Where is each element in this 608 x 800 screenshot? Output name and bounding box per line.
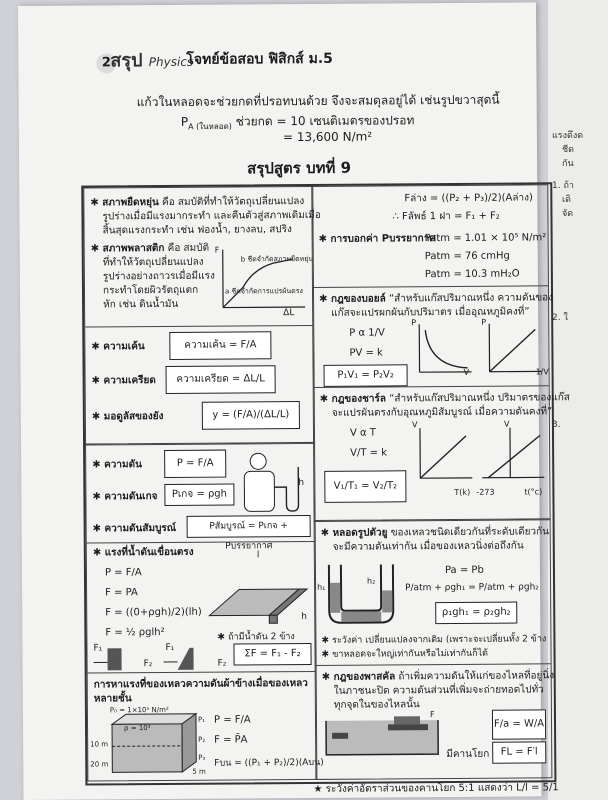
plastic-text: กระทำโดยผิวรัตถุแตก — [102, 284, 199, 297]
f-bottom-formula: Fล่าง = ((P₂ + P₃)/2)(Aล่าง) — [404, 192, 533, 205]
pascal-text: ทุกจุดในของไหลนั้น — [333, 699, 420, 711]
gauge-formula: Pเกจ = ρgh — [164, 484, 234, 506]
elastic-text: รูปร่างเมื่อมีแรงมากระทำ และคืนตัวสู่สภาพเดิมเมื่อ — [102, 209, 321, 223]
boyle-axis-v: V — [463, 367, 470, 377]
utube-note-2: ✱ ขาหลอดจะใหญ่เท่ากันหรือไม่เท่ากันก็ได้ — [321, 648, 489, 660]
charles-graphs — [412, 421, 548, 488]
dam-eq-2: F = PA — [105, 587, 138, 599]
logo-main: สรุป — [110, 50, 143, 72]
dam-note-text: ถ้ามีน้ำดัน 2 ข้าง — [228, 632, 295, 643]
dam-figure — [199, 553, 312, 628]
utube-figure — [323, 560, 403, 627]
section-title: สรุปสูตร บทที่ 9 — [247, 158, 352, 178]
utube-eq-2: P/atm + ρgh₁ = P/atm + ρgh₂ — [405, 582, 539, 594]
atm-label: ✱ การบอกค่า Pบรรยากาศ — [318, 233, 436, 245]
dam-label-text: แรงที่น้ำดันเขื่อนตรง — [104, 546, 194, 559]
layers-eq-2: F = P̄A — [214, 734, 248, 746]
lever-ratio-note: ★ ระวังค่าอัตราส่วนของคานโยก 5:1 แสดงว่า L/l = 5/1 — [313, 782, 559, 795]
pascal-head: กฎของพาสคัล — [333, 671, 396, 683]
utube-inner — [341, 564, 381, 610]
utube-text: ของเหลวชนิดเดียวกันที่ระดับเดียวกัน — [390, 526, 550, 539]
force-f2-left: F₂ — [143, 659, 153, 670]
dam-l: l — [256, 550, 260, 561]
charles-axis-273: -273 — [476, 487, 495, 497]
graph-axis-y: F — [214, 245, 220, 255]
charles-law: ✱ กฎของชาร์ล “สำหรับแก๊สปริมาณหนึ่ง ปริมาตรของแก๊ส — [319, 392, 570, 405]
manometer-h: h — [298, 478, 305, 489]
elastic-text: สิ้นสุดแรงกระทำ เช่น ฟองน้ำ, ยางลบ, สปริง — [102, 224, 292, 237]
pa-label: P — [180, 114, 189, 129]
boyle-head: กฎของบอยล์ — [330, 293, 386, 305]
pressure-label-text: ความดัน — [104, 459, 142, 471]
right-page-text: 3. — [552, 420, 561, 430]
f-resultant-formula: ∴ Fลัพธ์ 1 ฝา = F₁ + F₂ — [392, 210, 500, 223]
elasticity-cell — [83, 186, 321, 446]
small-piston — [332, 733, 348, 739]
plastic-head: สภาพพลาสติก — [102, 242, 165, 255]
plastic-text: คือ สมบัติ — [167, 242, 210, 254]
boyle-axis-inv-v: 1/V — [535, 367, 549, 377]
pascal-text: ในภาชนะปิด ความดันส่วนที่เพิ่มจะถ่ายทอดไปทั่ว — [333, 684, 544, 697]
hydraulic-figure — [322, 714, 446, 761]
charles-proportion: V α T — [349, 427, 376, 439]
pascal-text: ถ้าเพิ่มความดันให้แก่ของไหลที่อยู่นิ่ง — [398, 670, 555, 683]
pa-value: = 13,600 N/m² — [282, 129, 373, 145]
layers-eq-3: Fบน = ((P₁ + P₂)/2)(Aบน) — [214, 757, 324, 769]
boyle-text: “สำหรับแก๊สปริมาณหนึ่ง ความดันของ — [388, 292, 554, 305]
pa-desc: ช่วยกด = 10 เซนติเมตรของปรอท — [235, 113, 415, 129]
charles-axis-v: V — [411, 420, 418, 430]
boyle-axis-p2: P — [481, 317, 487, 327]
gauge-label: ✱ ความดันเกจ — [92, 491, 158, 503]
atm-value-pa: Patm = 1.01 × 10⁵ N/m² — [424, 232, 547, 245]
boyle-linear — [489, 329, 535, 371]
modulus-label: ✱ มอดูลัสของยัง — [91, 410, 164, 423]
graph-label-a: a ชีดจำกัดการแปรผันตรง — [224, 287, 303, 296]
charles-text: “สำหรับแก๊สปริมาณหนึ่ง ปริมาตรของแก๊ส — [389, 392, 570, 405]
modulus-label-text: มอดูลัสของยัง — [103, 410, 164, 423]
graph-axis-x: ΔL — [283, 308, 295, 319]
pressure-formula: P = F/A — [164, 450, 226, 478]
boyle-proportion: P α 1/V — [349, 327, 385, 339]
manometer-tube — [274, 467, 298, 511]
dam-label: ✱ แรงที่น้ำดันเขื่อนตรง — [92, 546, 194, 559]
right-page-text: เดิ — [562, 195, 571, 205]
boyle-text: แก๊สจะแปรผกผันกับปริมาตร เมื่ออุณหภูมิคงที่” — [331, 306, 530, 319]
atm-label-text: การบอกค่า Pบรรยากาศ — [330, 233, 436, 245]
utube-law: ✱ หลอดรูปตัวยู ของเหลวชนิดเดียวกันที่ระดับเดียวกัน — [320, 526, 550, 539]
strain-label-text: ความเครียด — [103, 375, 156, 387]
boyle-hyperbola — [425, 330, 467, 368]
right-page-text: กัน — [562, 159, 574, 169]
page-number: 2 — [96, 53, 116, 73]
abs-label-text: ความดันสัมบูรณ์ — [104, 522, 177, 535]
utube-h2: h₂ — [366, 576, 376, 586]
stress-label: ✱ ความเค้น — [91, 341, 145, 353]
charles-axis-tc: t(°c) — [524, 487, 543, 497]
plastic-text: หัก เช่น ดินน้ำมัน — [103, 298, 179, 311]
pa-sub: A (ในหลอด) — [188, 121, 232, 132]
pascal-f: F — [429, 710, 435, 720]
utube-liquid-bottom — [341, 611, 381, 621]
dam-block-1 — [107, 648, 121, 670]
layers-eq-1: P = F/A — [213, 714, 251, 726]
atm-value-mh2o: Patm = 10.3 mH₂O — [424, 268, 520, 281]
charles-axis-tk: T(k) — [454, 487, 471, 497]
pascal-law: ✱ กฎของพาสคัล ถ้าเพิ่มความดันให้แก่ของไหลที่อยู่นิ่ง — [321, 670, 555, 683]
strain-label: ✱ ความเครียด — [91, 375, 156, 387]
right-page-text: 1. ถ้า — [552, 181, 574, 191]
boyle-graphs — [411, 319, 547, 380]
lever-formula: FL = F′l — [492, 741, 546, 763]
plastic-definition: ✱ สภาพพลาสติก คือ สมบัติ — [90, 242, 210, 255]
plastic-text: ที่ทำให้วัตถุเปลี่ยนแปลง — [102, 256, 204, 269]
two-side-dam — [93, 644, 233, 675]
boyle-formula: P₁V₁ = P₂V₂ — [324, 364, 408, 387]
charles-axis-v2: V — [503, 419, 510, 429]
pascal-lever: มีคานโยก — [446, 748, 490, 761]
boyle-constant: PV = k — [349, 347, 383, 359]
right-page-text: จัด — [562, 209, 574, 219]
right-page-text: 2. ใ — [552, 313, 568, 323]
utube-liquid-left — [330, 583, 340, 613]
book-logo — [110, 45, 193, 75]
charles-formula: V₁/T₁ = V₂/T₂ — [324, 470, 406, 503]
large-piston — [388, 724, 428, 730]
utube-text: จะมีความดันเท่ากัน เมื่อของเหลวนิ่งต่อถึงกัน — [332, 540, 524, 553]
elastic-head: สภาพยืดหยุ่น — [102, 197, 159, 209]
tank-5m: 5 m — [192, 767, 206, 776]
modulus-formula: y = (F/A)/(ΔL/L) — [202, 401, 300, 430]
tank-side — [182, 714, 196, 772]
elastic-text: คือ สมบัติที่ทำให้วัตถุเปลี่ยนแปลง — [161, 196, 305, 208]
strain-formula: ความเครียด = ΔL/L — [166, 365, 276, 394]
utube-note-1: ✱ ระวังค่า เปลี่ยนแปลงจากเดิม (เพราะจะเปลี่ยนทั้ง 2 ข้าง — [321, 634, 547, 646]
dam-note: ✱ ถ้ามีน้ำดัน 2 ข้าง — [217, 632, 295, 643]
dam-wall-front — [269, 615, 277, 623]
utube-liquid-right — [382, 590, 392, 612]
tank-10m: 10 m — [90, 740, 109, 749]
dam-eq-3: F = ((0+ρgh)/2)(lh) — [105, 606, 202, 619]
tank-p3: P₃ — [198, 753, 206, 762]
tank-20m: 20 m — [90, 760, 109, 769]
plastic-text: รูปร่างอย่างถาวรเมื่อมีแรง — [102, 270, 215, 283]
layers-head: การหาแรงที่ของเหลวความดันผ้าข้างเมื่อของเหลว — [93, 677, 308, 691]
page-header-title: โจทย์ข้อสอบ ฟิสิกส์ ม.5 — [186, 50, 333, 68]
charles-celsius-line — [488, 435, 540, 477]
stress-label-text: ความเค้น — [103, 341, 145, 353]
charles-head: กฎของชาร์ล — [331, 393, 387, 405]
dam-block-2 — [177, 648, 193, 670]
pressure-label: ✱ ความดัน — [92, 459, 142, 471]
force-f1: F₁ — [93, 643, 103, 654]
dam-eq-1: P = F/A — [104, 567, 142, 579]
boyle-axis-p: P — [411, 318, 417, 328]
utube-formula: ρ₁gh₁ = ρ₂gh₂ — [435, 602, 517, 625]
charles-text: จะแปรผันตรงกับอุณหภูมิสัมบูรณ์ เมื่อความดันคงที่” — [331, 406, 553, 419]
graph-curve — [223, 259, 293, 307]
atm-value-cmhg: Patm = 76 cmHg — [424, 250, 510, 263]
layers-head-2: หลายชั้น — [93, 693, 132, 705]
utube-h1: h₁ — [317, 582, 326, 592]
dam-h: h — [301, 611, 308, 623]
right-page-text: ชีด — [562, 145, 574, 155]
logo-sub: Physics — [148, 54, 194, 70]
right-page-text: แรงดึงด — [552, 131, 584, 141]
force-f1-right: F₁ — [165, 642, 175, 653]
intro-line: แก้วในหลอดจะช่วยกดที่ปรอทบนด้วย จึงจะสมดุลอยู่ได้ เช่นรูปขวาสุดนี้ — [136, 92, 500, 110]
utube-note-1-text: ระวังค่า เปลี่ยนแปลงจากเดิม (เพราะจะเปลี่ยนทั้ง 2 ข้าง — [332, 634, 547, 646]
abs-formula: Pสัมบูรณ์ = Pเกจ + Pบรรยากาศ — [187, 515, 311, 538]
boyle-law: ✱ กฎของบอยล์ “สำหรับแก๊สปริมาณหนึ่ง ความดันของ — [319, 292, 554, 305]
net-force-formula: ΣF = F₁ - F₂ — [233, 643, 311, 666]
graph-label-b: b ชีดจำกัดสภาพยืดหยุ่น — [240, 254, 314, 264]
force-f2-right: F₂ — [217, 658, 227, 669]
person-head — [250, 453, 266, 469]
person-body — [244, 471, 274, 511]
dam-eq-4: F = ½ ρglh² — [105, 626, 165, 639]
tank-rho: ρ = 10³ — [124, 724, 151, 733]
stress-formula: ความเค้น = F/A — [169, 331, 271, 360]
gauge-label-text: ความดันเกจ — [104, 491, 158, 503]
utube-eq-1: Pa = Pb — [444, 564, 484, 577]
charles-constant: V/T = k — [350, 447, 388, 459]
pascal-formula: F/a = W/A — [492, 709, 546, 739]
utube-head: หลอดรูปตัวยู — [332, 527, 388, 539]
tank-p1: P₁ — [197, 715, 206, 724]
charles-linear — [420, 436, 466, 478]
fluid-cell — [314, 518, 553, 780]
car-load — [394, 716, 420, 724]
tank-p2: P₂ — [198, 735, 206, 744]
elastic-definition: ✱ สภาพยืดหยุ่น คือ สมบัติที่ทำให้วัตถุเปลี่ยนแปลง — [90, 196, 305, 209]
utube-note-2-text: ขาหลอดจะใหญ่เท่ากันหรือไม่เท่ากันก็ได้ — [332, 648, 489, 660]
abs-label: ✱ ความดันสัมบูรณ์ — [92, 522, 177, 535]
tank-p0: P₀ = 1×10⁵ N/m² — [109, 705, 169, 715]
